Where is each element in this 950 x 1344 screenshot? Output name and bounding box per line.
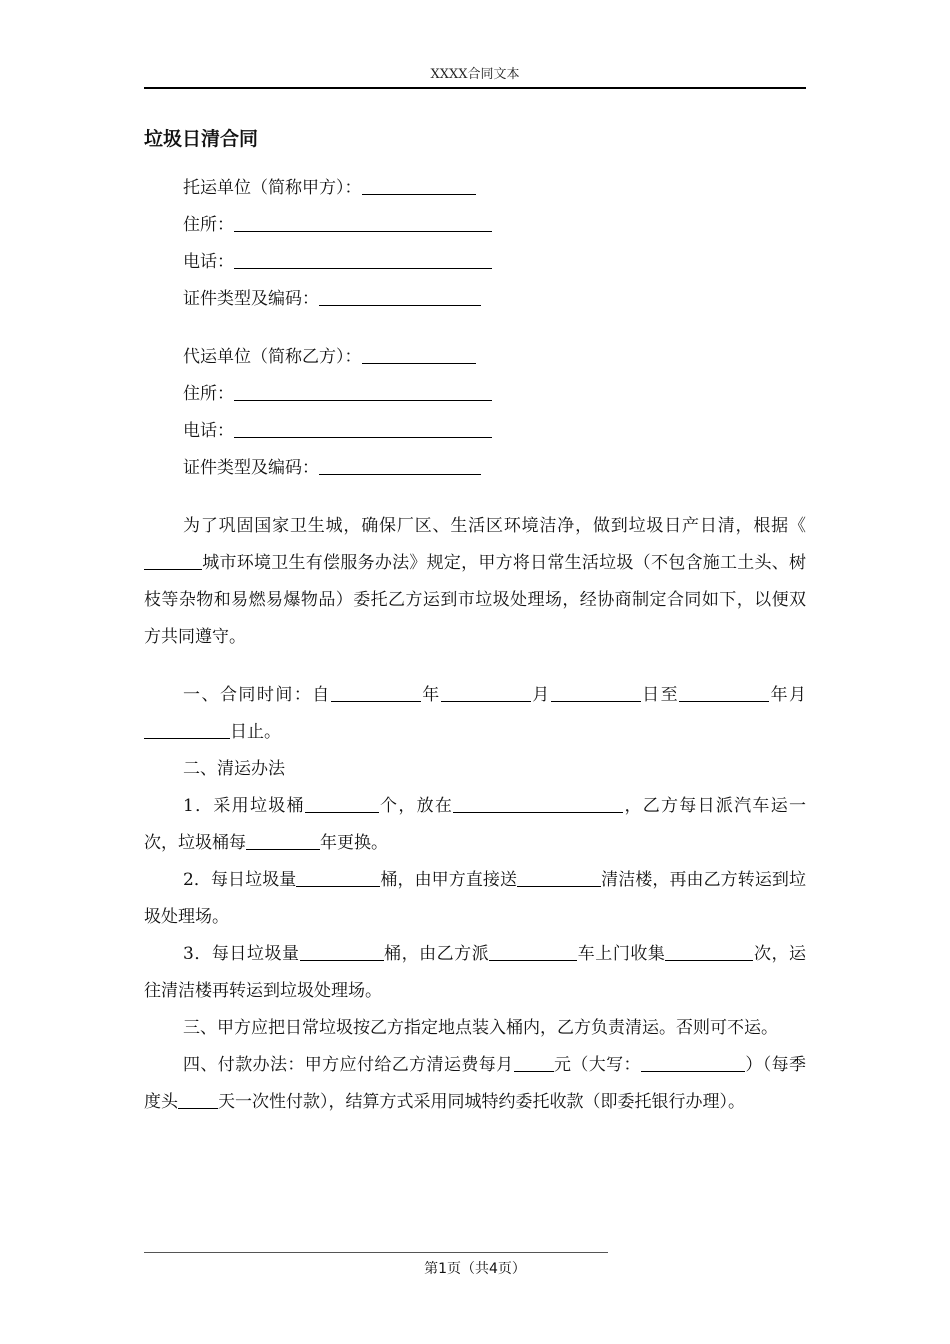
party-b-phone-label: 电话： [183, 421, 234, 441]
item-1-text-a: 1．采用垃圾桶 [183, 796, 305, 816]
clause-4-text-a: 四、付款办法：甲方应付给乙方清运费每月 [183, 1055, 514, 1075]
party-b-unit-blank[interactable] [362, 346, 476, 364]
payment-days-blank[interactable] [178, 1091, 218, 1109]
party-a-id-line [144, 281, 806, 318]
party-b-unit-line [144, 339, 806, 376]
party-b-unit-label: 代运单位（简称乙方）： [183, 347, 362, 367]
item-2-text-c: 清洁楼，再由乙方转运到垃圾处理场。 [144, 870, 806, 927]
item-2-text-a: 2．每日垃圾量 [183, 870, 297, 890]
bin-replace-years-blank[interactable] [246, 832, 320, 850]
item-3-text-b: 桶，由乙方派 [383, 944, 490, 964]
item-3-text-c: 车上门收集 [577, 944, 666, 964]
clause-4-text-c: ）（每季度头 [144, 1055, 807, 1112]
party-b-address-blank[interactable] [234, 383, 492, 401]
fee-in-words-blank[interactable] [641, 1054, 745, 1072]
clause-1-month-label: 月 [530, 685, 551, 705]
cleaning-station-blank[interactable] [517, 869, 601, 887]
item-3-text-d: 次，运往清洁楼再转运到垃圾处理场。 [144, 944, 807, 1001]
clause-4-text-d: 天一次性付款），结算方式采用同城特约委托收款（即委托银行办理）。 [218, 1092, 745, 1112]
intro-paragraph [144, 508, 806, 656]
clause-1-month2-label: 月 [789, 685, 807, 705]
party-b-id-blank[interactable] [319, 457, 481, 475]
start-month-blank[interactable] [441, 684, 531, 702]
clause-1-end-label: 日止。 [230, 722, 281, 742]
intro-text-1: 为了巩固国家卫生城，确保厂区、生活区环境洁净，做到垃圾日产日清，根据《 [183, 516, 806, 536]
document-title: 垃圾日清合同 [144, 128, 259, 150]
end-year-blank[interactable] [679, 684, 769, 702]
header-divider [144, 87, 806, 89]
document-body [144, 170, 806, 1121]
party-a-id-blank[interactable] [319, 288, 481, 306]
start-day-blank[interactable] [551, 684, 641, 702]
clause-4-payment [144, 1047, 806, 1121]
party-a-unit-label: 托运单位（简称甲方）： [183, 178, 362, 198]
collection-times-blank[interactable] [665, 943, 753, 961]
party-b-id-label: 证件类型及编码： [183, 458, 319, 478]
clause-4-text-b: 元（大写： [553, 1055, 641, 1075]
page-header: XXXX合同文本 [430, 67, 520, 82]
party-b-address-line [144, 376, 806, 413]
clause-2-title: 二、清运办法 [183, 759, 285, 779]
vehicle-blank[interactable] [489, 943, 577, 961]
party-b-address-label: 住所： [183, 384, 234, 404]
clause-2-item-2 [144, 862, 806, 936]
clause-2-item-3 [144, 936, 806, 1010]
start-year-blank[interactable] [331, 684, 421, 702]
daily-buckets-2-blank[interactable] [300, 943, 384, 961]
item-3-text-a: 3．每日垃圾量 [183, 944, 300, 964]
item-1-text-b: 个，放在 [378, 796, 454, 816]
clause-1-day-to-label: 日至 [640, 685, 680, 705]
clause-1-year2-label: 年 [769, 685, 790, 705]
party-a-unit-blank[interactable] [362, 177, 476, 195]
party-b-phone-blank[interactable] [234, 420, 492, 438]
footer-divider [144, 1252, 608, 1253]
clause-1-prefix: 一、合同时间：自 [183, 685, 331, 705]
party-a-id-label: 证件类型及编码： [183, 289, 319, 309]
clause-1-year-label: 年 [420, 685, 441, 705]
party-a-unit-line [144, 170, 806, 207]
party-a-phone-blank[interactable] [234, 251, 492, 269]
bin-count-blank[interactable] [305, 795, 379, 813]
clause-2-item-1 [144, 788, 806, 862]
party-a-phone-line [144, 244, 806, 281]
clause-3: 三、甲方应把日常垃圾按乙方指定地点装入桶内，乙方负责清运。否则可不运。 [183, 1018, 778, 1038]
party-a-address-label: 住所： [183, 215, 234, 235]
daily-buckets-blank[interactable] [296, 869, 380, 887]
intro-text-2: 城市环境卫生有偿服务办法》规定，甲方将日常生活垃圾（不包含施工土头、树枝等杂物和易燃易爆物品）委托乙方运到市垃圾处理场，经协商制定合同如下，以便双方共同遵守。 [144, 553, 806, 647]
clause-1-contract-period [144, 677, 806, 751]
page-number: 第1页（共4页） [424, 1261, 526, 1277]
item-1-text-d: 年更换。 [320, 833, 388, 853]
item-2-text-b: 桶，由甲方直接送 [380, 870, 518, 890]
city-name-blank[interactable] [144, 552, 202, 570]
party-a-phone-label: 电话： [183, 252, 234, 272]
party-b-id-line [144, 450, 806, 487]
party-a-address-blank[interactable] [234, 214, 492, 232]
party-a-address-line [144, 207, 806, 244]
bin-location-blank[interactable] [453, 795, 623, 813]
end-month-blank[interactable] [144, 721, 230, 739]
party-b-phone-line [144, 413, 806, 450]
item-1-text-c: ，乙方每日派汽车运一次，垃圾桶每 [144, 796, 806, 853]
monthly-fee-blank[interactable] [514, 1054, 554, 1072]
